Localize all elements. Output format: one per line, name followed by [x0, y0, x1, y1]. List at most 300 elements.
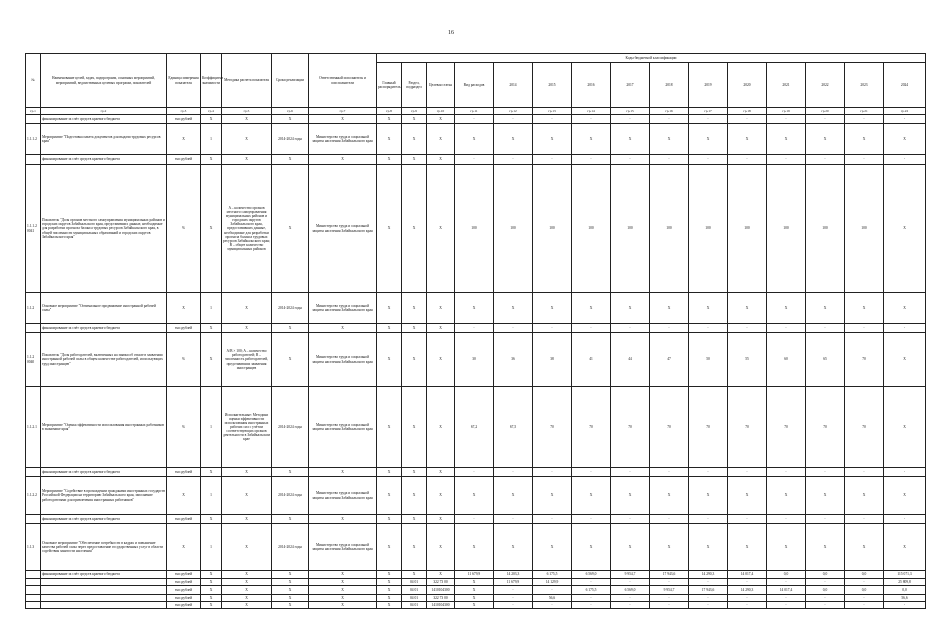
table-cell: Х: [402, 524, 427, 571]
table-cell: Х: [611, 124, 650, 155]
table-cell: 1: [201, 293, 222, 324]
table-cell: -: [533, 602, 572, 609]
table-cell: Основное мероприятие "Оптимальное продвижение иностранной рабочей силы": [41, 293, 167, 324]
table-cell: -: [494, 515, 533, 524]
col-header: 2018: [650, 63, 689, 108]
table-cell: 2014-2024 годы: [272, 477, 309, 515]
table-cell: 1: [201, 124, 222, 155]
table-cell: -: [650, 155, 689, 165]
table-cell: -: [611, 595, 650, 602]
table-cell: Х: [309, 586, 377, 595]
table-cell: Х: [377, 602, 402, 609]
table-cell: 1.1.2: [26, 293, 41, 324]
table-cell: 6 569,0: [611, 586, 650, 595]
table-cell: 100: [650, 165, 689, 293]
col-number: гр.14: [572, 108, 611, 115]
table-cell: тыс.рублей: [167, 324, 201, 333]
table-cell: 70: [767, 387, 806, 468]
col-number: гр.7: [309, 108, 377, 115]
table-cell: [26, 571, 41, 579]
table-cell: %: [167, 333, 201, 387]
table-cell: Х: [402, 155, 427, 165]
table-cell: Х: [377, 477, 402, 515]
table-cell: 115 071,3: [884, 571, 926, 579]
table-cell: -: [572, 115, 611, 124]
table-cell: 17 943,6: [689, 586, 728, 595]
table-cell: Х: [455, 595, 494, 602]
table-cell: Х: [222, 571, 272, 579]
table-cell: Х: [222, 124, 272, 155]
table-cell: -: [689, 324, 728, 333]
table-cell: -: [572, 155, 611, 165]
col-header: Главный распорядитель: [377, 63, 402, 108]
table-row: [26, 115, 926, 124]
table-cell: Х: [222, 324, 272, 333]
table-cell: Х: [377, 586, 402, 595]
table-cell: -: [689, 115, 728, 124]
table-cell: Основное мероприятие "Обеспечение потребности в кадрах и повышение качества рабочей силы через предоставление государственных услуг в области содействия занятости населения": [41, 524, 167, 571]
table-cell: Х: [611, 477, 650, 515]
table-cell: Х: [533, 524, 572, 571]
table-row: [26, 602, 926, 609]
table-cell: Х: [845, 477, 884, 515]
table-cell: Х: [427, 165, 455, 293]
table-cell: Х: [377, 293, 402, 324]
table-cell: Х: [455, 579, 494, 586]
table-cell: Х: [272, 515, 309, 524]
table-cell: 70: [650, 387, 689, 468]
table-cell: 1410104300: [427, 586, 455, 595]
table-row: [26, 468, 926, 477]
table-cell: Х: [272, 595, 309, 602]
table-cell: -: [689, 155, 728, 165]
table-cell: Мероприятие "Подготовка пакета документов для выдачи трудовых ресурсов края": [41, 124, 167, 155]
table-cell: Х: [884, 124, 926, 155]
table-cell: -: [728, 515, 767, 524]
table-cell: Х: [427, 387, 455, 468]
col-header: 2023: [845, 63, 884, 108]
table-cell: Х: [427, 115, 455, 124]
table-cell: тыс.рублей: [167, 515, 201, 524]
table-cell: -: [845, 515, 884, 524]
table-cell: Х: [767, 477, 806, 515]
table-cell: Министерство труда и социальной защиты населения Забайкальского края: [309, 124, 377, 155]
table-cell: %: [167, 387, 201, 468]
table-cell: Х: [427, 515, 455, 524]
col-number: гр.20: [806, 108, 845, 115]
table-cell: 100: [689, 165, 728, 293]
table-cell: -: [767, 602, 806, 609]
table-cell: -: [650, 468, 689, 477]
table-cell: 322 73 00: [427, 595, 455, 602]
table-cell: Х: [402, 165, 427, 293]
table-cell: -: [728, 115, 767, 124]
table-cell: Х: [272, 571, 309, 579]
table-cell: Х: [201, 468, 222, 477]
table-cell: Х: [455, 477, 494, 515]
table-cell: -: [650, 602, 689, 609]
table-cell: -: [494, 602, 533, 609]
table-cell: Х: [494, 524, 533, 571]
table-cell: Х: [222, 477, 272, 515]
table-cell: -: [806, 579, 845, 586]
table-cell: 60: [767, 333, 806, 387]
table-cell: %: [167, 165, 201, 293]
table-cell: 70: [611, 387, 650, 468]
table-cell: Х: [650, 124, 689, 155]
table-cell: Х: [650, 293, 689, 324]
table-cell: -: [533, 468, 572, 477]
table-cell: Х: [377, 515, 402, 524]
table-cell: 1.1.1.2 0041: [26, 165, 41, 293]
table-cell: 36: [494, 333, 533, 387]
table-row: [26, 579, 926, 586]
table-cell: -: [689, 579, 728, 586]
table-cell: Х: [494, 477, 533, 515]
table-cell: Х: [427, 293, 455, 324]
table-cell: Х: [309, 515, 377, 524]
col-number: гр.11: [455, 108, 494, 115]
col-number: гр.18: [728, 108, 767, 115]
col-header-name: Наименование целей, задач, подпрограмм, основных мероприятий, мероприятий, ведомственных целевых программ, показателей: [41, 54, 167, 108]
col-header: 2017: [611, 63, 650, 108]
table-cell: Х: [845, 124, 884, 155]
table-cell: Х: [455, 524, 494, 571]
table-cell: Показатель "Доля работодателей, включенных на заявки об отказе в заявлении иностранной рабочей силы в общем количестве работодателей, использующих труд иностранцев": [41, 333, 167, 387]
table-cell: Х: [272, 165, 309, 293]
table-cell: [41, 579, 167, 586]
table-cell: -: [689, 515, 728, 524]
table-cell: [26, 579, 41, 586]
table-cell: -: [806, 595, 845, 602]
table-cell: Х: [222, 515, 272, 524]
table-cell: 0,0: [884, 586, 926, 595]
table-cell: 2014-2024 годы: [272, 387, 309, 468]
table-cell: финансирование за счёт средств краевого бюджета: [41, 324, 167, 333]
table-cell: 100: [728, 165, 767, 293]
col-number: гр.4: [201, 108, 222, 115]
table-cell: 44: [611, 333, 650, 387]
table-cell: [41, 602, 167, 609]
table-cell: -: [806, 115, 845, 124]
table-cell: -: [767, 324, 806, 333]
table-cell: Х: [222, 602, 272, 609]
table-cell: тыс.рублей: [167, 602, 201, 609]
table-cell: 11 679,9: [455, 571, 494, 579]
table-cell: -: [533, 586, 572, 595]
table-cell: Х: [533, 477, 572, 515]
table-cell: Х: [222, 586, 272, 595]
table-cell: Х: [884, 387, 926, 468]
table-cell: Х: [222, 468, 272, 477]
table-cell: Министерство труда и социальной защиты населения Забайкальского края: [309, 165, 377, 293]
table-cell: 9 954,7: [650, 586, 689, 595]
table-cell: Х: [167, 477, 201, 515]
table-cell: -: [845, 468, 884, 477]
table-row: [26, 595, 926, 602]
table-cell: -: [611, 602, 650, 609]
table-cell: Х: [427, 155, 455, 165]
table-cell: -: [533, 515, 572, 524]
table-cell: 04 01: [402, 579, 427, 586]
col-header: Раздел, подраздел: [402, 63, 427, 108]
table-cell: Х: [806, 524, 845, 571]
table-cell: Х: [427, 524, 455, 571]
table-cell: Х: [272, 324, 309, 333]
table-cell: 55: [728, 333, 767, 387]
table-cell: -: [494, 155, 533, 165]
table-cell: 14 129,9: [533, 579, 572, 586]
table-cell: тыс.рублей: [167, 579, 201, 586]
col-header: 2019: [689, 63, 728, 108]
table-cell: Х: [767, 524, 806, 571]
table-cell: 70: [728, 387, 767, 468]
table-cell: 6 175,5: [533, 571, 572, 579]
table-cell: 14 017,4: [728, 571, 767, 579]
table-cell: Х: [650, 524, 689, 571]
table-cell: -: [572, 515, 611, 524]
table-cell: Х: [272, 155, 309, 165]
table-cell: -: [767, 468, 806, 477]
table-cell: 14 290,3: [728, 586, 767, 595]
table-cell: Х: [845, 524, 884, 571]
table-cell: Х: [402, 571, 427, 579]
col-header: 2024: [884, 63, 926, 108]
table-cell: 100: [533, 165, 572, 293]
table-cell: 14 017,4: [767, 586, 806, 595]
table-cell: Министерство труда и социальной защиты населения Забайкальского края: [309, 333, 377, 387]
table-cell: -: [455, 468, 494, 477]
table-cell: Х: [402, 293, 427, 324]
table-cell: -: [806, 602, 845, 609]
table-cell: Х: [533, 124, 572, 155]
table-cell: финансирование за счёт средств краевого бюджета: [41, 155, 167, 165]
table-cell: 04 01: [402, 602, 427, 609]
table-cell: -: [494, 595, 533, 602]
table-cell: -: [611, 579, 650, 586]
table-cell: -: [494, 115, 533, 124]
table-cell: Х: [272, 468, 309, 477]
table-cell: 322 73 00: [427, 579, 455, 586]
table-row: [26, 324, 926, 333]
col-header: Целевая статья: [427, 63, 455, 108]
col-number: гр.17: [689, 108, 728, 115]
table-cell: Х: [611, 293, 650, 324]
table-cell: 2014-2024 годы: [272, 124, 309, 155]
budget-table: [25, 53, 926, 609]
table-cell: -: [728, 595, 767, 602]
table-cell: Х: [884, 333, 926, 387]
table-cell: Х: [689, 293, 728, 324]
table-cell: Х: [201, 515, 222, 524]
table-row: [26, 333, 926, 387]
table-cell: Х: [167, 293, 201, 324]
table-cell: Х: [884, 293, 926, 324]
table-cell: Х: [402, 324, 427, 333]
table-cell: -: [455, 155, 494, 165]
table-cell: тыс.рублей: [167, 468, 201, 477]
table-row: [26, 586, 926, 595]
table-cell: [26, 468, 41, 477]
table-cell: Х: [377, 524, 402, 571]
table-cell: -: [533, 155, 572, 165]
table-cell: 100: [611, 165, 650, 293]
table-cell: Х: [611, 524, 650, 571]
table-cell: 1.1.2.2: [26, 477, 41, 515]
col-number: гр.13: [533, 108, 572, 115]
table-cell: Мероприятие "Оценка эффективности использования иностранных работников в экономике края": [41, 387, 167, 468]
table-cell: -: [767, 155, 806, 165]
table-cell: 56,6: [533, 595, 572, 602]
col-number: гр.10: [427, 108, 455, 115]
col-number: гр.6: [272, 108, 309, 115]
table-cell: 14 203,3: [494, 571, 533, 579]
table-cell: Министерство труда и социальной защиты населения Забайкальского края: [309, 293, 377, 324]
table-cell: Показатель "Доля органов местного самоуправления муниципальных районов и городских округов Забайкальского края, представивших данные, необходимые для разработки прогноза баланса трудовых ресурсов Забайкальского края, в общей численности муниципальных образований и городских округов Забайкальского края": [41, 165, 167, 293]
table-cell: Х: [689, 477, 728, 515]
col-number: гр.16: [650, 108, 689, 115]
table-cell: Х: [402, 115, 427, 124]
table-cell: -: [455, 324, 494, 333]
table-cell: 17 943,6: [650, 571, 689, 579]
table-cell: Х: [455, 124, 494, 155]
table-cell: 1.1.3: [26, 524, 41, 571]
table-cell: -: [806, 515, 845, 524]
table-cell: тыс.рублей: [167, 155, 201, 165]
col-header: 2021: [767, 63, 806, 108]
table-cell: финансирование за счёт средств краевого бюджета: [41, 571, 167, 579]
table-cell: Х: [845, 293, 884, 324]
table-cell: -: [728, 602, 767, 609]
table-cell: Х: [201, 324, 222, 333]
table-cell: -: [572, 602, 611, 609]
table-cell: Х: [427, 333, 455, 387]
table-cell: Х: [309, 155, 377, 165]
col-header: 2020: [728, 63, 767, 108]
table-cell: Х: [427, 477, 455, 515]
table-cell: -: [611, 515, 650, 524]
table-cell: Х: [402, 333, 427, 387]
table-cell: Х: [650, 477, 689, 515]
table-cell: 70: [572, 387, 611, 468]
table-cell: Х: [728, 293, 767, 324]
table-cell: [26, 115, 41, 124]
table-cell: Х: [377, 124, 402, 155]
table-cell: Х: [689, 124, 728, 155]
col-number: гр.1: [26, 108, 41, 115]
table-cell: финансирование за счёт средств краевого бюджета: [41, 115, 167, 124]
table-cell: Х: [309, 602, 377, 609]
table-cell: -: [650, 595, 689, 602]
table-cell: -: [455, 115, 494, 124]
table-cell: Х: [222, 579, 272, 586]
table-cell: Х: [222, 524, 272, 571]
table-cell: 1: [201, 477, 222, 515]
table-cell: 1410104300: [427, 602, 455, 609]
table-cell: Х: [201, 595, 222, 602]
table-cell: -: [728, 579, 767, 586]
table-cell: [26, 155, 41, 165]
table-row: [26, 293, 926, 324]
table-cell: Х: [377, 115, 402, 124]
col-number: гр.3: [167, 108, 201, 115]
table-row: [26, 515, 926, 524]
table-row: [26, 571, 926, 579]
table-cell: -: [455, 515, 494, 524]
table-cell: Х: [272, 586, 309, 595]
table-cell: Х: [806, 293, 845, 324]
table-cell: Х: [494, 124, 533, 155]
table-cell: Х: [884, 477, 926, 515]
table-cell: 04 01: [402, 586, 427, 595]
table-cell: Х: [201, 115, 222, 124]
table-cell: финансирование за счёт средств краевого бюджета: [41, 468, 167, 477]
table-cell: Х: [377, 387, 402, 468]
table-row: [26, 124, 926, 155]
table-cell: тыс.рублей: [167, 571, 201, 579]
table-row: [26, 155, 926, 165]
table-cell: Х: [309, 468, 377, 477]
table-cell: 70: [845, 387, 884, 468]
table-cell: Х: [689, 524, 728, 571]
table-cell: -: [884, 155, 926, 165]
table-cell: 100: [767, 165, 806, 293]
table-cell: Х: [377, 333, 402, 387]
table-cell: Х: [572, 524, 611, 571]
table-cell: Х: [309, 579, 377, 586]
col-header-coef: Коэффициент значимости: [201, 54, 222, 108]
table-cell: Х: [572, 477, 611, 515]
table-cell: 70: [845, 333, 884, 387]
table-cell: -: [494, 586, 533, 595]
table-cell: тыс.рублей: [167, 595, 201, 602]
table-row: [26, 165, 926, 293]
col-number: гр.22: [884, 108, 926, 115]
table-cell: Х: [201, 155, 222, 165]
table-row: [26, 524, 926, 571]
table-cell: -: [728, 468, 767, 477]
table-cell: 100: [572, 165, 611, 293]
table-cell: 56,6: [884, 595, 926, 602]
table-cell: 67,2: [455, 387, 494, 468]
table-cell: Х: [377, 324, 402, 333]
table-cell: -: [572, 595, 611, 602]
table-cell: 70: [806, 387, 845, 468]
table-cell: Министерство труда и социальной защиты населения Забайкальского края: [309, 524, 377, 571]
table-cell: финансирование за счёт средств краевого бюджета: [41, 515, 167, 524]
table-cell: Х: [201, 571, 222, 579]
table-cell: -: [650, 324, 689, 333]
table-cell: Х: [402, 124, 427, 155]
table-cell: -: [572, 324, 611, 333]
table-cell: 30: [455, 333, 494, 387]
table-cell: 100: [494, 165, 533, 293]
table-cell: Х: [377, 155, 402, 165]
table-cell: Х: [272, 579, 309, 586]
table-cell: 9 954,7: [611, 571, 650, 579]
table-cell: Х: [455, 293, 494, 324]
col-number: гр.2: [41, 108, 167, 115]
table-cell: 11 679,9: [494, 579, 533, 586]
table-cell: -: [845, 155, 884, 165]
table-cell: Исполнительные: Методики оценки эффективности использования иностранных рабочих сил с учётом соответствующих органов деятельности в Забайкальском крае: [222, 387, 272, 468]
page-number: 16: [448, 30, 454, 36]
col-number: гр.8: [377, 108, 402, 115]
col-header-method: Методика расчета показателя: [222, 54, 272, 108]
table-cell: -: [767, 115, 806, 124]
table-cell: -: [845, 115, 884, 124]
table-cell: Х: [272, 333, 309, 387]
